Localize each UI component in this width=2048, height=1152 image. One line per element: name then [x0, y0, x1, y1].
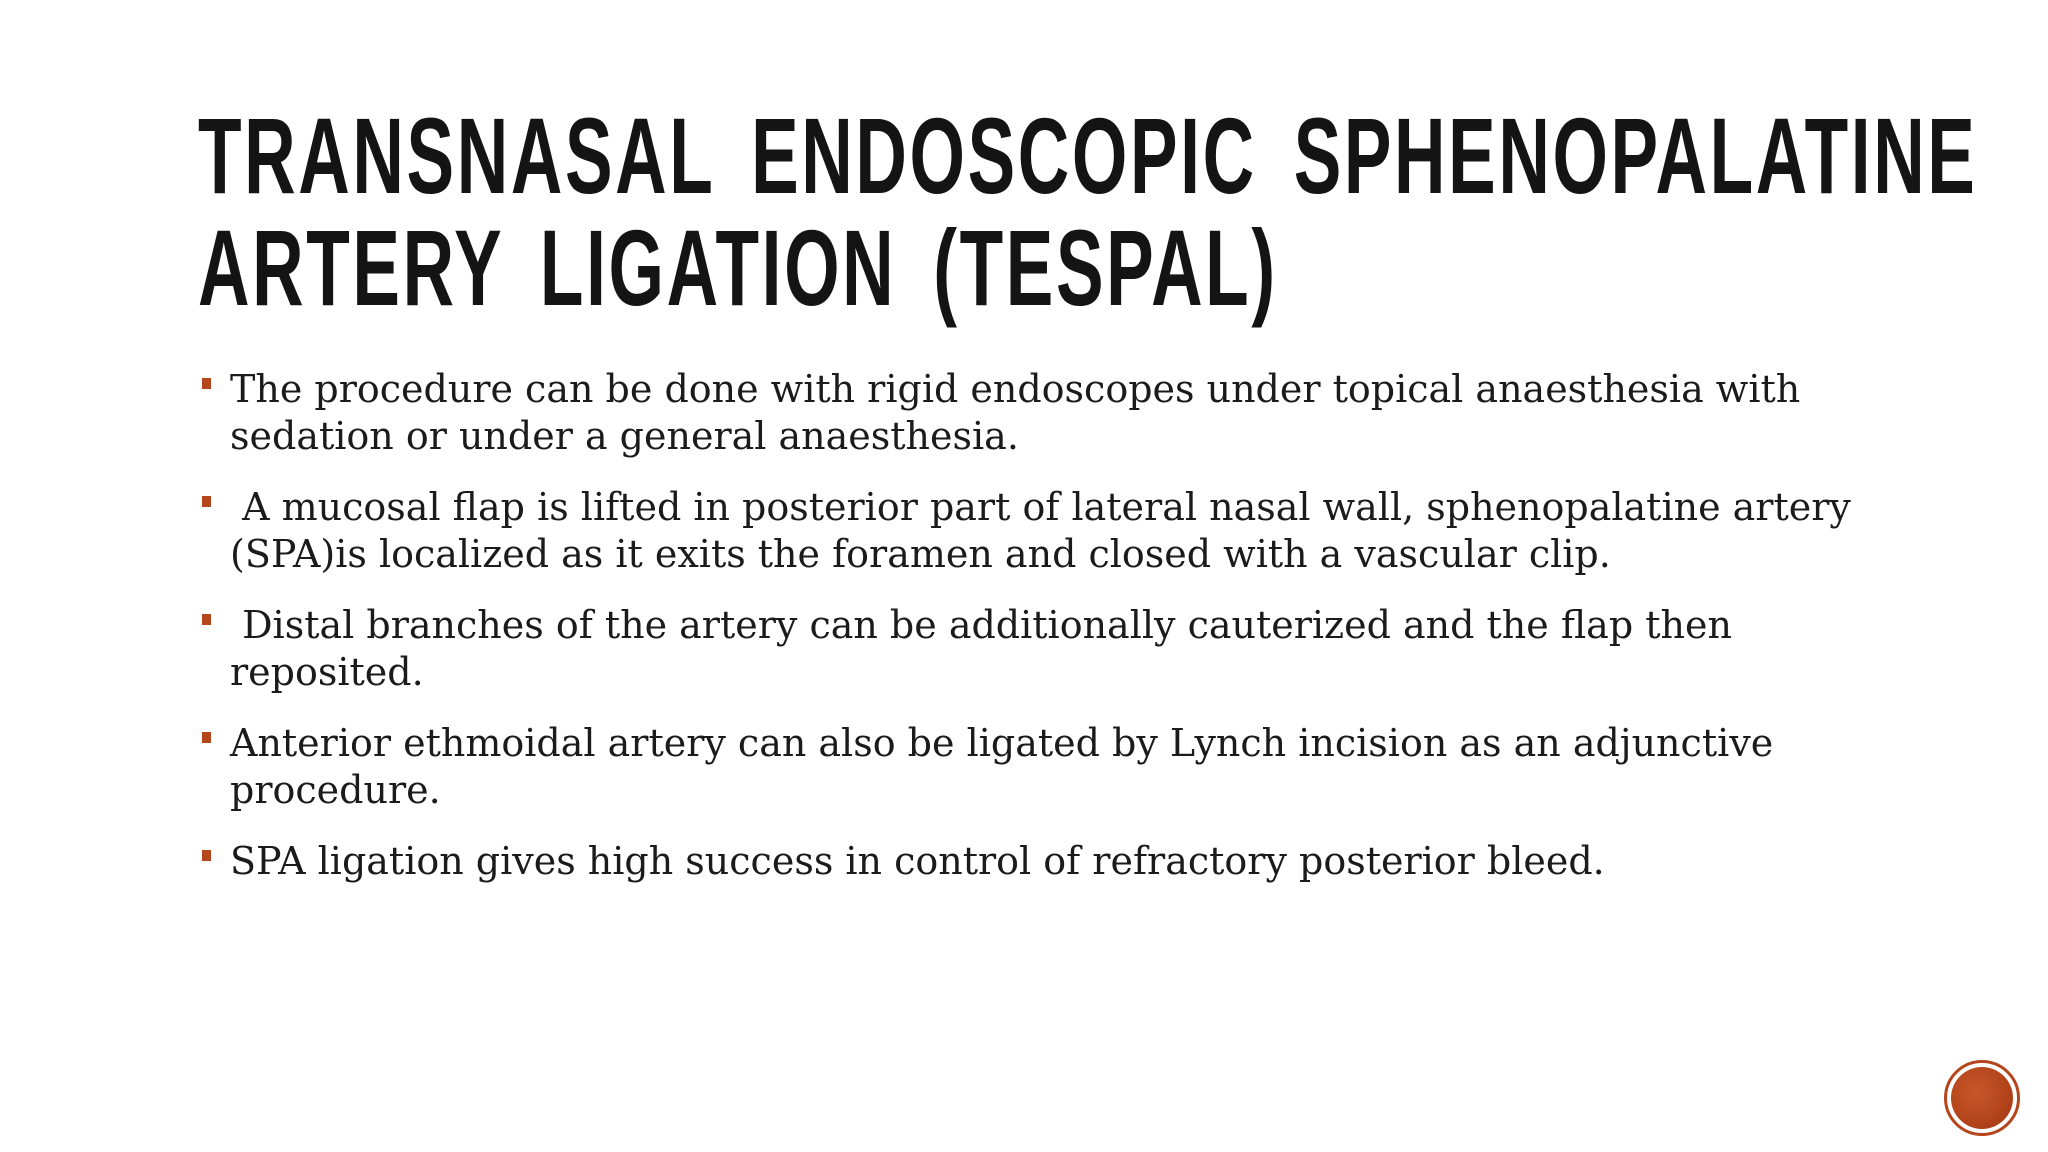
bullet-text: Distal branches of the artery can be additionally cauterized and the flap then reposited. — [230, 603, 1745, 694]
bullet-item — [198, 838, 1878, 885]
bullet-item — [198, 484, 1878, 578]
bullet-item — [198, 720, 1878, 814]
bullet-square-icon — [202, 378, 211, 389]
circle-nav-icon[interactable] — [1944, 1060, 2020, 1136]
bullet-list — [198, 366, 1878, 909]
bullet-square-icon — [202, 496, 211, 507]
bullet-text: SPA ligation gives high success in control of refractory posterior bleed. — [230, 839, 1605, 883]
bullet-text: Anterior ethmoidal artery can also be ligated by Lynch incision as an adjunctive procedure. — [230, 721, 1774, 812]
slide-title — [198, 95, 1978, 328]
slide-title-line-1: TRANSNASAL ENDOSCOPIC SPHENOPALATINE — [198, 95, 1978, 216]
circle-nav-fill — [1951, 1067, 2013, 1129]
bullet-item — [198, 366, 1878, 460]
bullet-square-icon — [202, 850, 211, 861]
bullet-square-icon — [202, 614, 211, 625]
bullet-text: The procedure can be done with rigid endoscopes under topical anaesthesia with sedation or under a general anaesthesia. — [230, 367, 1801, 458]
bullet-item — [198, 602, 1878, 696]
bullet-square-icon — [202, 732, 211, 743]
bullet-text: A mucosal flap is lifted in posterior part of lateral nasal wall, sphenopalatine artery (SPA)is localized as it exits the foramen and closed with a vascular clip. — [230, 485, 1863, 576]
slide-title-line-2: ARTERY LIGATION (TESPAL) — [198, 207, 1278, 328]
